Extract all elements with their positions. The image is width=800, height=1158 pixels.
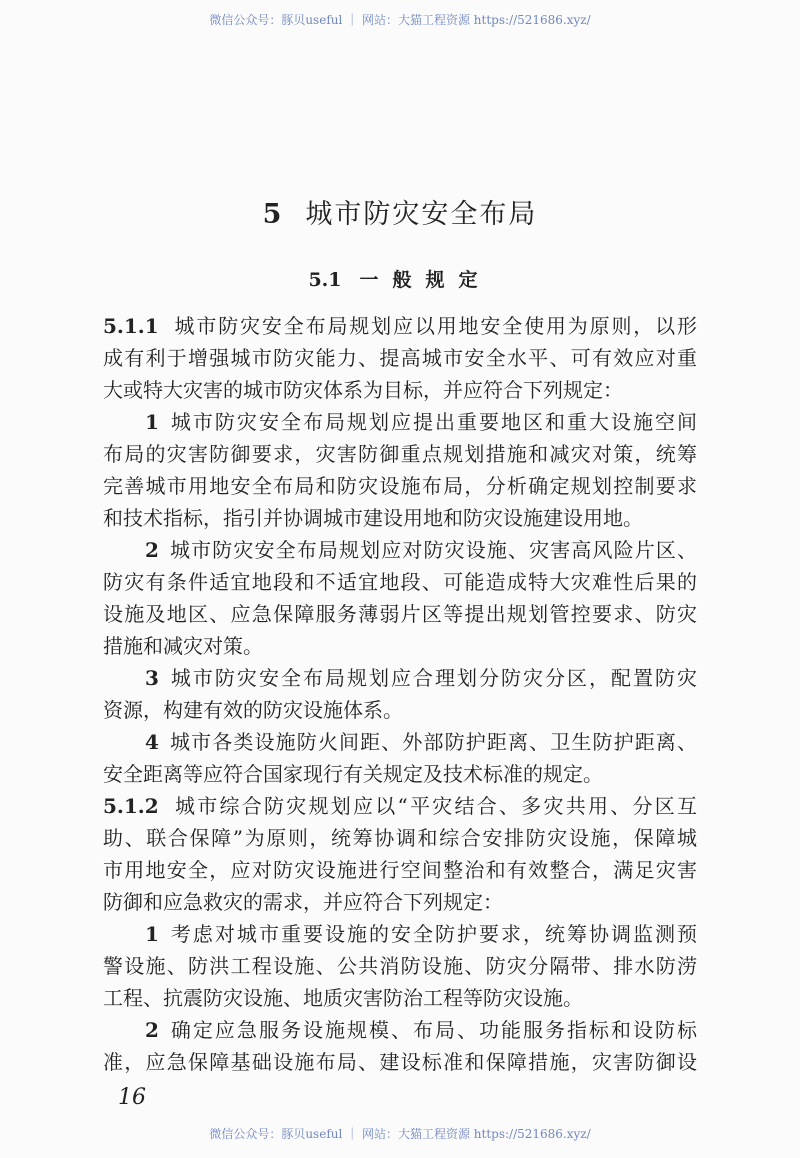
text-line [103,1014,697,1046]
line-text: 城市防灾安全布局规划应对防灾设施、灾害高风险片区、 [168,538,697,562]
line-text: 城市防灾安全布局规划应以用地安全使用为原则，以形 [172,314,697,338]
line-text: 市用地安全，应对防灾设施进行空间整治和有效整合，满足灾害 [103,858,697,882]
text-line [103,694,697,726]
text-line [103,438,697,470]
text-line [103,374,697,406]
item-number: 4 [145,730,159,754]
text-line [103,470,697,502]
clause-number: 5.1.1 [103,314,159,338]
text-line [103,726,697,758]
clause-number: 5.1.2 [103,794,159,818]
line-text: 成有利于增强城市防灾能力、提高城市安全水平、可有效应对重 [103,346,697,370]
line-text: 城市防灾安全布局规划应提出重要地区和重大设施空间 [168,410,697,434]
chapter-heading [0,198,800,232]
item-number: 2 [145,1018,159,1042]
line-text: 警设施、防洪工程设施、公共消防设施、防灾分隔带、排水防涝 [103,954,697,978]
text-line [103,502,697,534]
chapter-title: 城市防灾安全布局 [305,199,538,230]
text-line [103,630,697,662]
line-text: 防御和应急救灾的需求，并应符合下列规定： [103,890,503,914]
text-line [103,662,697,694]
section-heading [0,268,800,292]
line-text: 安全距离等应符合国家现行有关规定及技术标准的规定。 [103,762,603,786]
text-line [103,950,697,982]
line-text: 完善城市用地安全布局和防灾设施布局，分析确定规划控制要求 [103,474,697,498]
line-text: 布局的灾害防御要求，灾害防御重点规划措施和减灾对策，统筹 [103,442,697,466]
item-number: 1 [145,410,159,434]
line-text: 设施及地区、应急保障服务薄弱片区等提出规划管控要求、防灾 [103,602,697,626]
text-line [103,982,697,1014]
line-text: 措施和减灾对策。 [103,634,263,658]
text-line [103,822,697,854]
line-text: 和技术指标，指引并协调城市建设用地和防灾设施建设用地。 [103,506,643,530]
page-number: 16 [118,1085,146,1110]
section-title: 一般规定 [359,269,492,291]
text-line [103,310,697,342]
watermark-footer: 微信公众号：豚贝useful ｜ 网站：大猫工程资源 https://521686.xyz/ [209,1127,591,1141]
item-number: 3 [145,666,159,690]
line-text: 防灾有条件适宜地段和不适宜地段、可能造成特大灾难性后果的 [103,570,697,594]
line-text: 助、联合保障”为原则，统筹协调和综合安排防灾设施，保障城 [103,826,697,850]
line-text: 工程、抗震防灾设施、地质灾害防治工程等防灾设施。 [103,986,583,1010]
text-line [103,886,697,918]
line-text: 考虑对城市重要设施的安全防护要求，统筹协调监测预 [168,922,697,946]
body-text [103,310,697,1078]
line-text: 城市各类设施防火间距、外部防护距离、卫生防护距离、 [168,730,697,754]
text-line [103,790,697,822]
line-text: 大或特大灾害的城市防灾体系为目标，并应符合下列规定： [103,378,623,402]
text-line [103,406,697,438]
text-line [103,598,697,630]
line-text: 城市综合防灾规划应以“平灾结合、多灾共用、分区互 [172,794,697,818]
section-number: 5.1 [308,269,342,291]
line-text: 确定应急服务设施规模、布局、功能服务指标和设防标 [168,1018,697,1042]
item-number: 2 [145,538,159,562]
text-line [103,1046,697,1078]
text-line [103,854,697,886]
line-text: 城市防灾安全布局规划应合理划分防灾分区，配置防灾 [168,666,697,690]
line-text: 资源，构建有效的防灾设施体系。 [103,698,403,722]
text-line [103,758,697,790]
text-line [103,534,697,566]
item-number: 1 [145,922,159,946]
text-line [103,566,697,598]
text-line [103,342,697,374]
text-line [103,918,697,950]
watermark-header: 微信公众号：豚贝useful ｜ 网站：大猫工程资源 https://521686.xyz/ [209,13,591,27]
chapter-number: 5 [262,199,284,230]
line-text: 准，应急保障基础设施布局、建设标准和保障措施，灾害防御设 [103,1050,697,1074]
